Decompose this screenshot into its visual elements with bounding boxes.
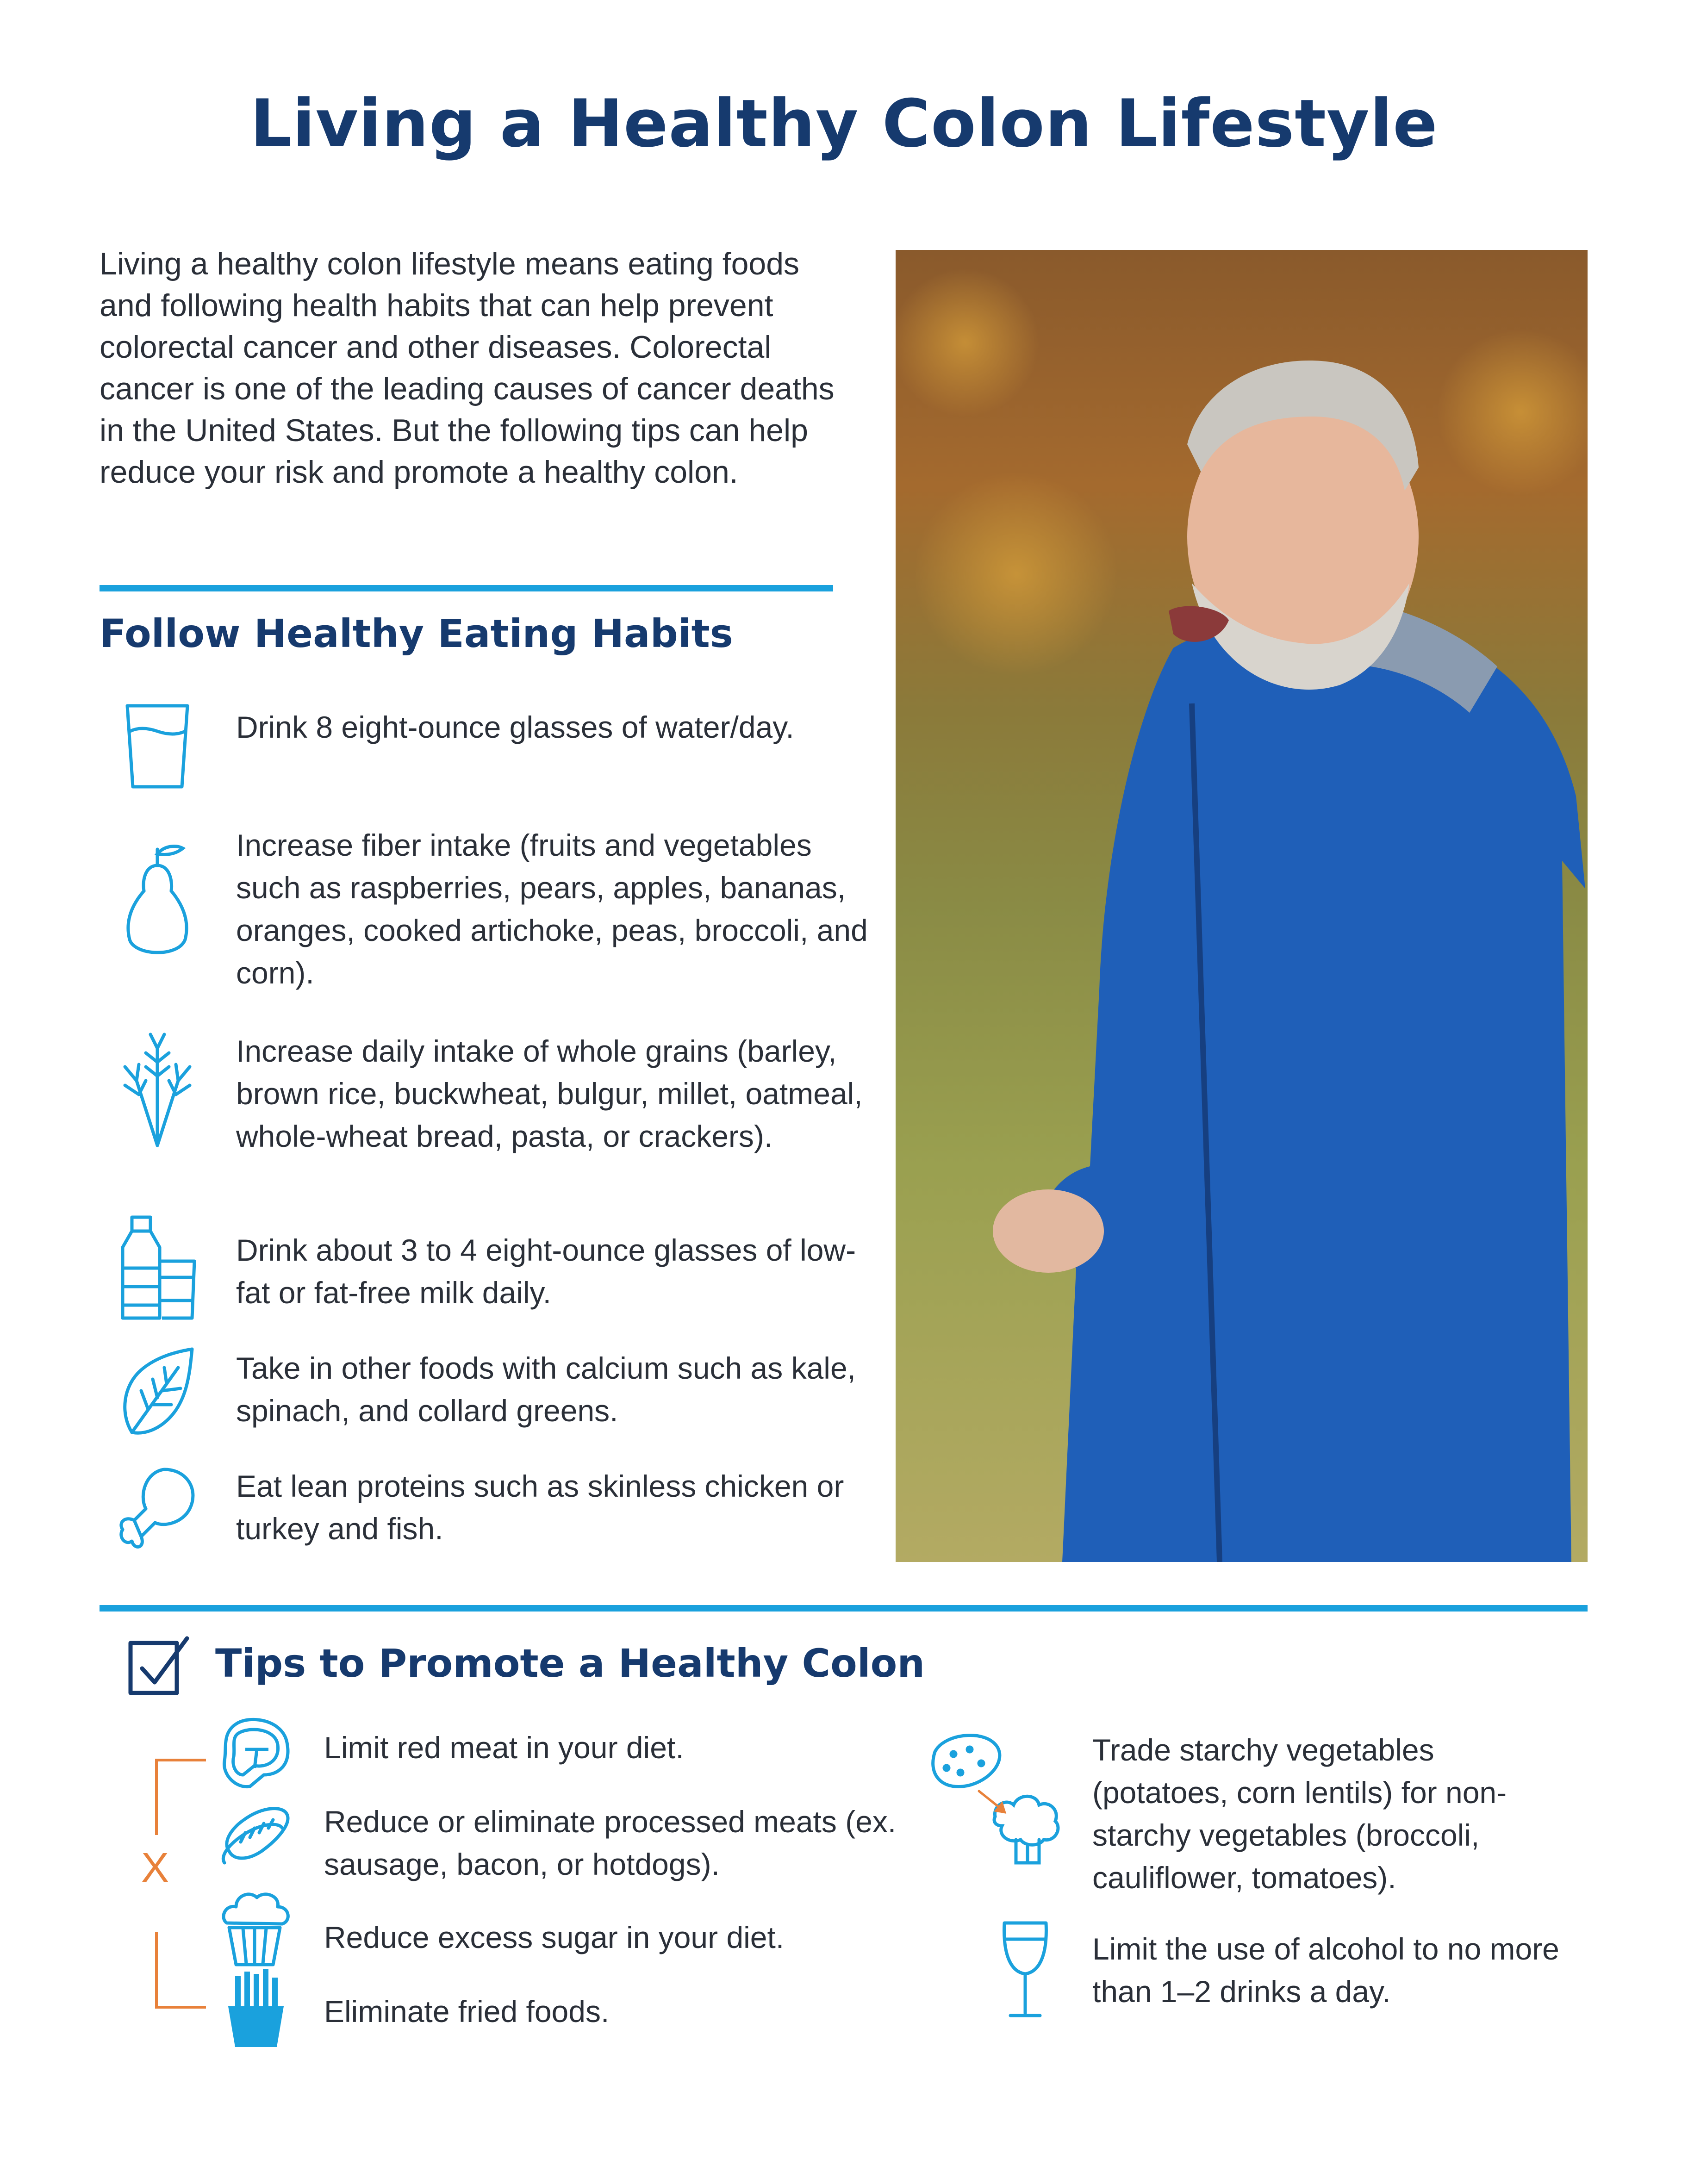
chicken-leg-icon <box>113 1462 201 1555</box>
tips-section-rule <box>100 1605 1588 1612</box>
eating-item-6: Eat lean proteins such as skinless chicken or turkey and fish. <box>236 1469 844 1546</box>
eating-item-5: Take in other foods with calcium such as kale, spinach, and collard greens. <box>236 1351 856 1428</box>
cupcake-icon <box>218 1886 292 1967</box>
eating-item-3: Increase daily intake of whole grains (barley, brown rice, buckwheat, bulgur, millet, oatmeal, whole-wheat bread, pasta, or crackers). <box>236 1034 863 1153</box>
intro-paragraph: Living a healthy colon lifestyle means eating foods and following health habits that can help prevent colorectal cancer and other diseases. Colorectal cancer is one of the leading causes of cancer deaths in the United States. But the following tips can help reduce your risk and promote a healthy colon. <box>100 246 835 490</box>
wheat-icon <box>113 1030 201 1148</box>
pear-icon <box>113 840 201 963</box>
tip-left-1: Limit red meat in your diet. <box>324 1730 684 1765</box>
hotdog-icon <box>218 1800 292 1874</box>
leaf-icon <box>113 1344 201 1437</box>
checkbox-icon <box>126 1634 191 1699</box>
wine-glass-icon <box>997 1918 1053 2020</box>
avoid-x-mark: X <box>141 1845 169 1891</box>
eating-heading: Follow Healthy Eating Habits <box>100 611 733 656</box>
milk-icon <box>113 1213 201 1321</box>
tips-heading: Tips to Promote a Healthy Colon <box>215 1641 925 1686</box>
potato-to-broccoli-icon <box>926 1729 1078 1867</box>
eating-item-4: Drink about 3 to 4 eight-ounce glasses of low-fat or fat-free milk daily. <box>236 1233 856 1310</box>
eating-item-1: Drink 8 eight-ounce glasses of water/day. <box>236 710 794 744</box>
steak-icon <box>218 1715 292 1791</box>
man-smiling-photo <box>896 250 1588 1562</box>
tip-left-3: Reduce excess sugar in your diet. <box>324 1920 785 1954</box>
tip-right-1: Trade starchy vegetables (potatoes, corn lentils) for non-starchy vegetables (broccoli, cauliflower, tomatoes). <box>1092 1733 1507 1895</box>
water-glass-icon <box>113 699 201 791</box>
eating-section-rule <box>100 585 833 591</box>
tip-right-2: Limit the use of alcohol to no more than 1–2 drinks a day. <box>1092 1932 1559 2009</box>
fries-icon <box>226 1969 286 2048</box>
tip-left-4: Eliminate fried foods. <box>324 1994 610 2028</box>
tip-left-2: Reduce or eliminate processed meats (ex. sausage, bacon, or hotdogs). <box>324 1804 897 1881</box>
eating-item-2: Increase fiber intake (fruits and vegetables such as raspberries, pears, apples, bananas, oranges, cooked artichoke, peas, broccoli, and corn). <box>236 828 868 990</box>
page-title: Living a Healthy Colon Lifestyle <box>250 86 1438 162</box>
